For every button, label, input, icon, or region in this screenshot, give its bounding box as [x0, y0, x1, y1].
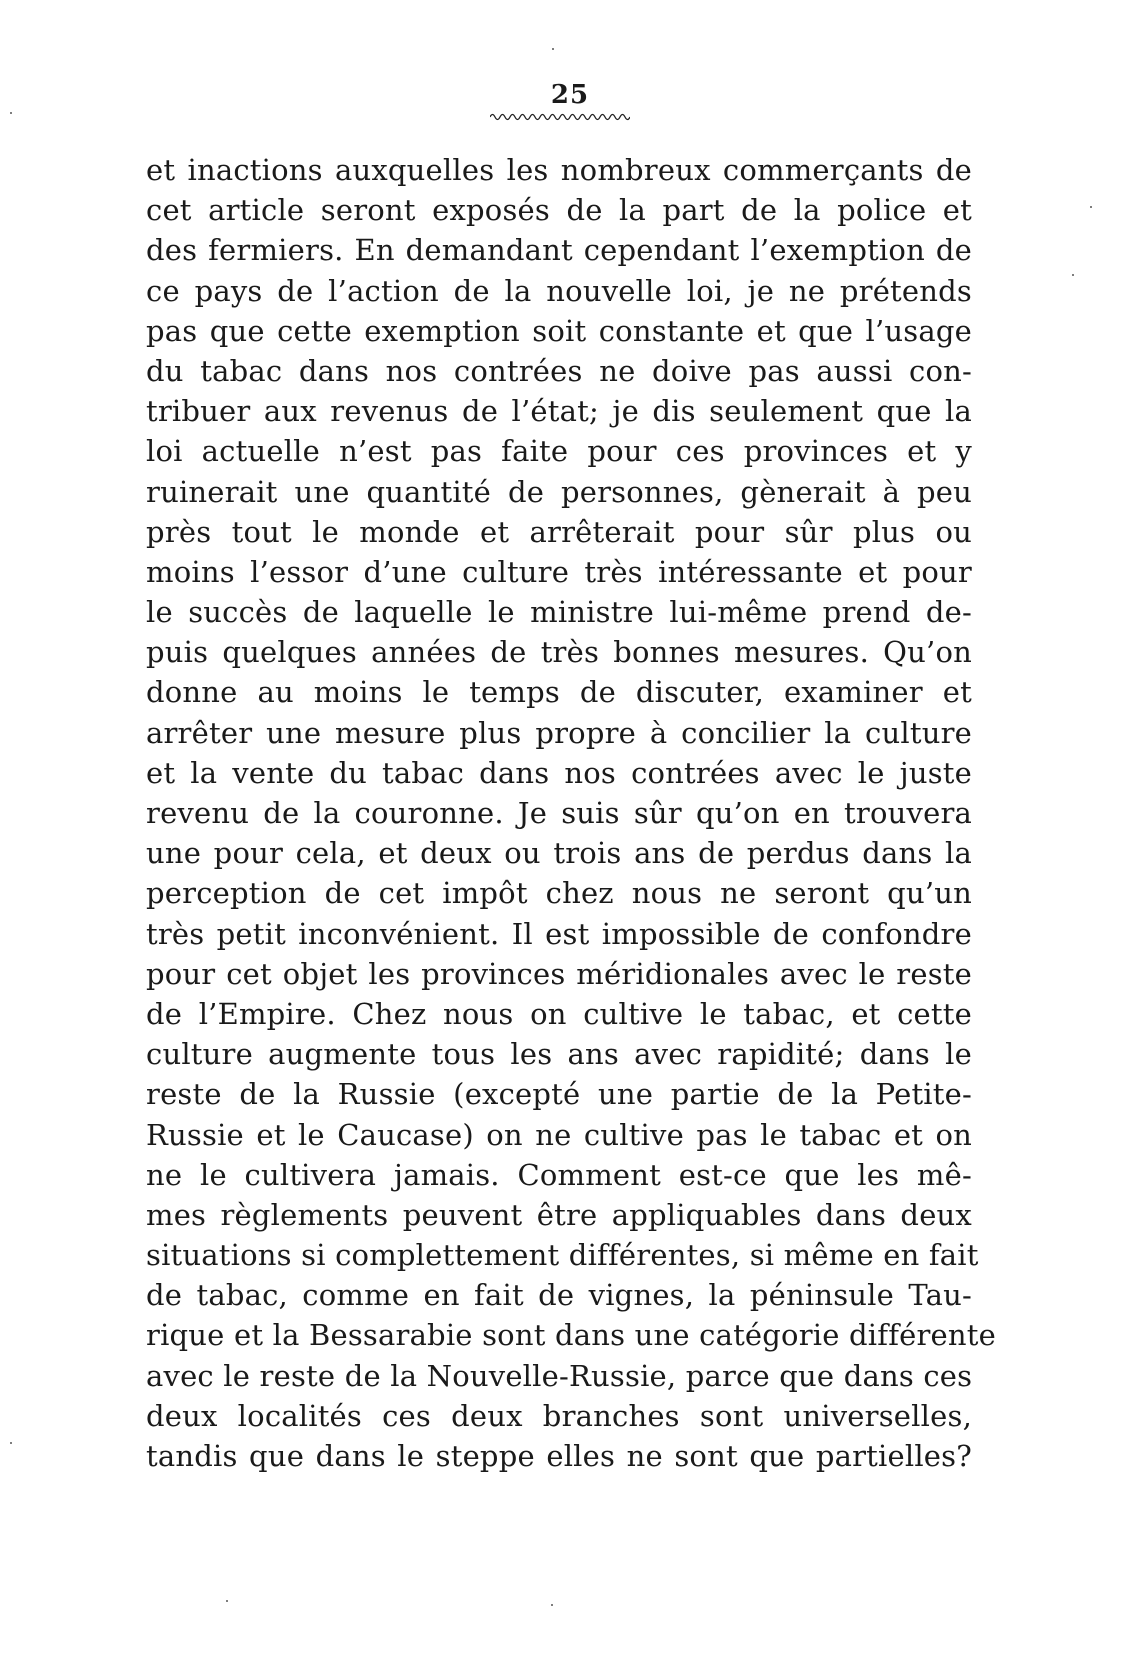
- text-line: Russie et le Caucase) on ne cultive pas le tabac et on: [146, 1117, 972, 1152]
- text-line: tandis que dans le steppe elles ne sont que partielles?: [146, 1439, 972, 1473]
- text-line: le succès de laquelle le ministre lui-même prend de-: [146, 595, 972, 630]
- text-line: puis quelques années de très bonnes mesures. Qu’on: [146, 635, 972, 670]
- text-line: et la vente du tabac dans nos contrées avec le juste: [146, 755, 972, 790]
- text-line: situations si complettement différentes, si même en fait: [146, 1238, 979, 1273]
- text-line: près tout le monde et arrêterait pour sûr plus ou: [146, 514, 972, 549]
- text-line: pour cet objet les provinces méridionales avec le reste: [146, 956, 972, 991]
- text-line: donne au moins le temps de discuter, examiner et: [146, 675, 972, 710]
- text-line: reste de la Russie (excepté une partie de la Petite-: [146, 1077, 972, 1112]
- text-line: de tabac, comme en fait de vignes, la péninsule Tau-: [146, 1278, 972, 1313]
- text-line: mes règlements peuvent être appliquables dans deux: [146, 1197, 972, 1232]
- text-line: loi actuelle n’est pas faite pour ces provinces et y: [146, 434, 972, 469]
- text-line: avec le reste de la Nouvelle-Russie, parce que dans ces: [146, 1358, 973, 1393]
- scan-speck: [10, 112, 12, 114]
- text-line: arrêter une mesure plus propre à concilier la culture: [146, 715, 972, 750]
- scan-speck: [1072, 274, 1074, 276]
- text-line: moins l’essor d’une culture très intéressante et pour: [146, 554, 972, 589]
- text-line: cet article seront exposés de la part de la police et: [146, 193, 972, 228]
- scan-speck: [551, 1604, 553, 1606]
- scan-speck: [552, 48, 554, 50]
- text-line: des fermiers. En demandant cependant l’exemption de: [146, 233, 972, 268]
- text-line: et inactions auxquelles les nombreux commerçants de: [146, 153, 972, 187]
- text-line: revenu de la couronne. Je suis sûr qu’on en trouvera: [146, 796, 972, 830]
- text-line: une pour cela, et deux ou trois ans de perdus dans la: [146, 836, 972, 871]
- text-line: ruinerait une quantité de personnes, gènerait à peu: [146, 474, 972, 509]
- text-line: culture augmente tous les ans avec rapidité; dans le: [146, 1037, 972, 1072]
- page-number: 25: [550, 80, 590, 110]
- scan-speck: [226, 1600, 228, 1602]
- scan-speck: [10, 1442, 12, 1444]
- text-line: ne le cultivera jamais. Comment est-ce que les mê-: [146, 1157, 972, 1192]
- body-text: [146, 150, 997, 1476]
- text-line: deux localités ces deux branches sont universelles,: [146, 1398, 972, 1433]
- text-line: très petit inconvénient. Il est impossible de confondre: [146, 916, 972, 951]
- text-line: pas que cette exemption soit constante et que l’usage: [146, 313, 972, 348]
- wavy-rule-ornament: [490, 112, 630, 122]
- scan-speck: [1090, 206, 1092, 208]
- text-line: rique et la Bessarabie sont dans une catégorie différente: [146, 1318, 997, 1353]
- text-line: ce pays de l’action de la nouvelle loi, je ne prétends: [146, 273, 972, 308]
- text-line: tribuer aux revenus de l’état; je dis seulement que la: [146, 394, 972, 429]
- text-line: perception de cet impôt chez nous ne seront qu’un: [146, 876, 972, 911]
- text-line: de l’Empire. Chez nous on cultive le tabac, et cette: [146, 996, 972, 1031]
- text-line: du tabac dans nos contrées ne doive pas aussi con-: [146, 353, 972, 388]
